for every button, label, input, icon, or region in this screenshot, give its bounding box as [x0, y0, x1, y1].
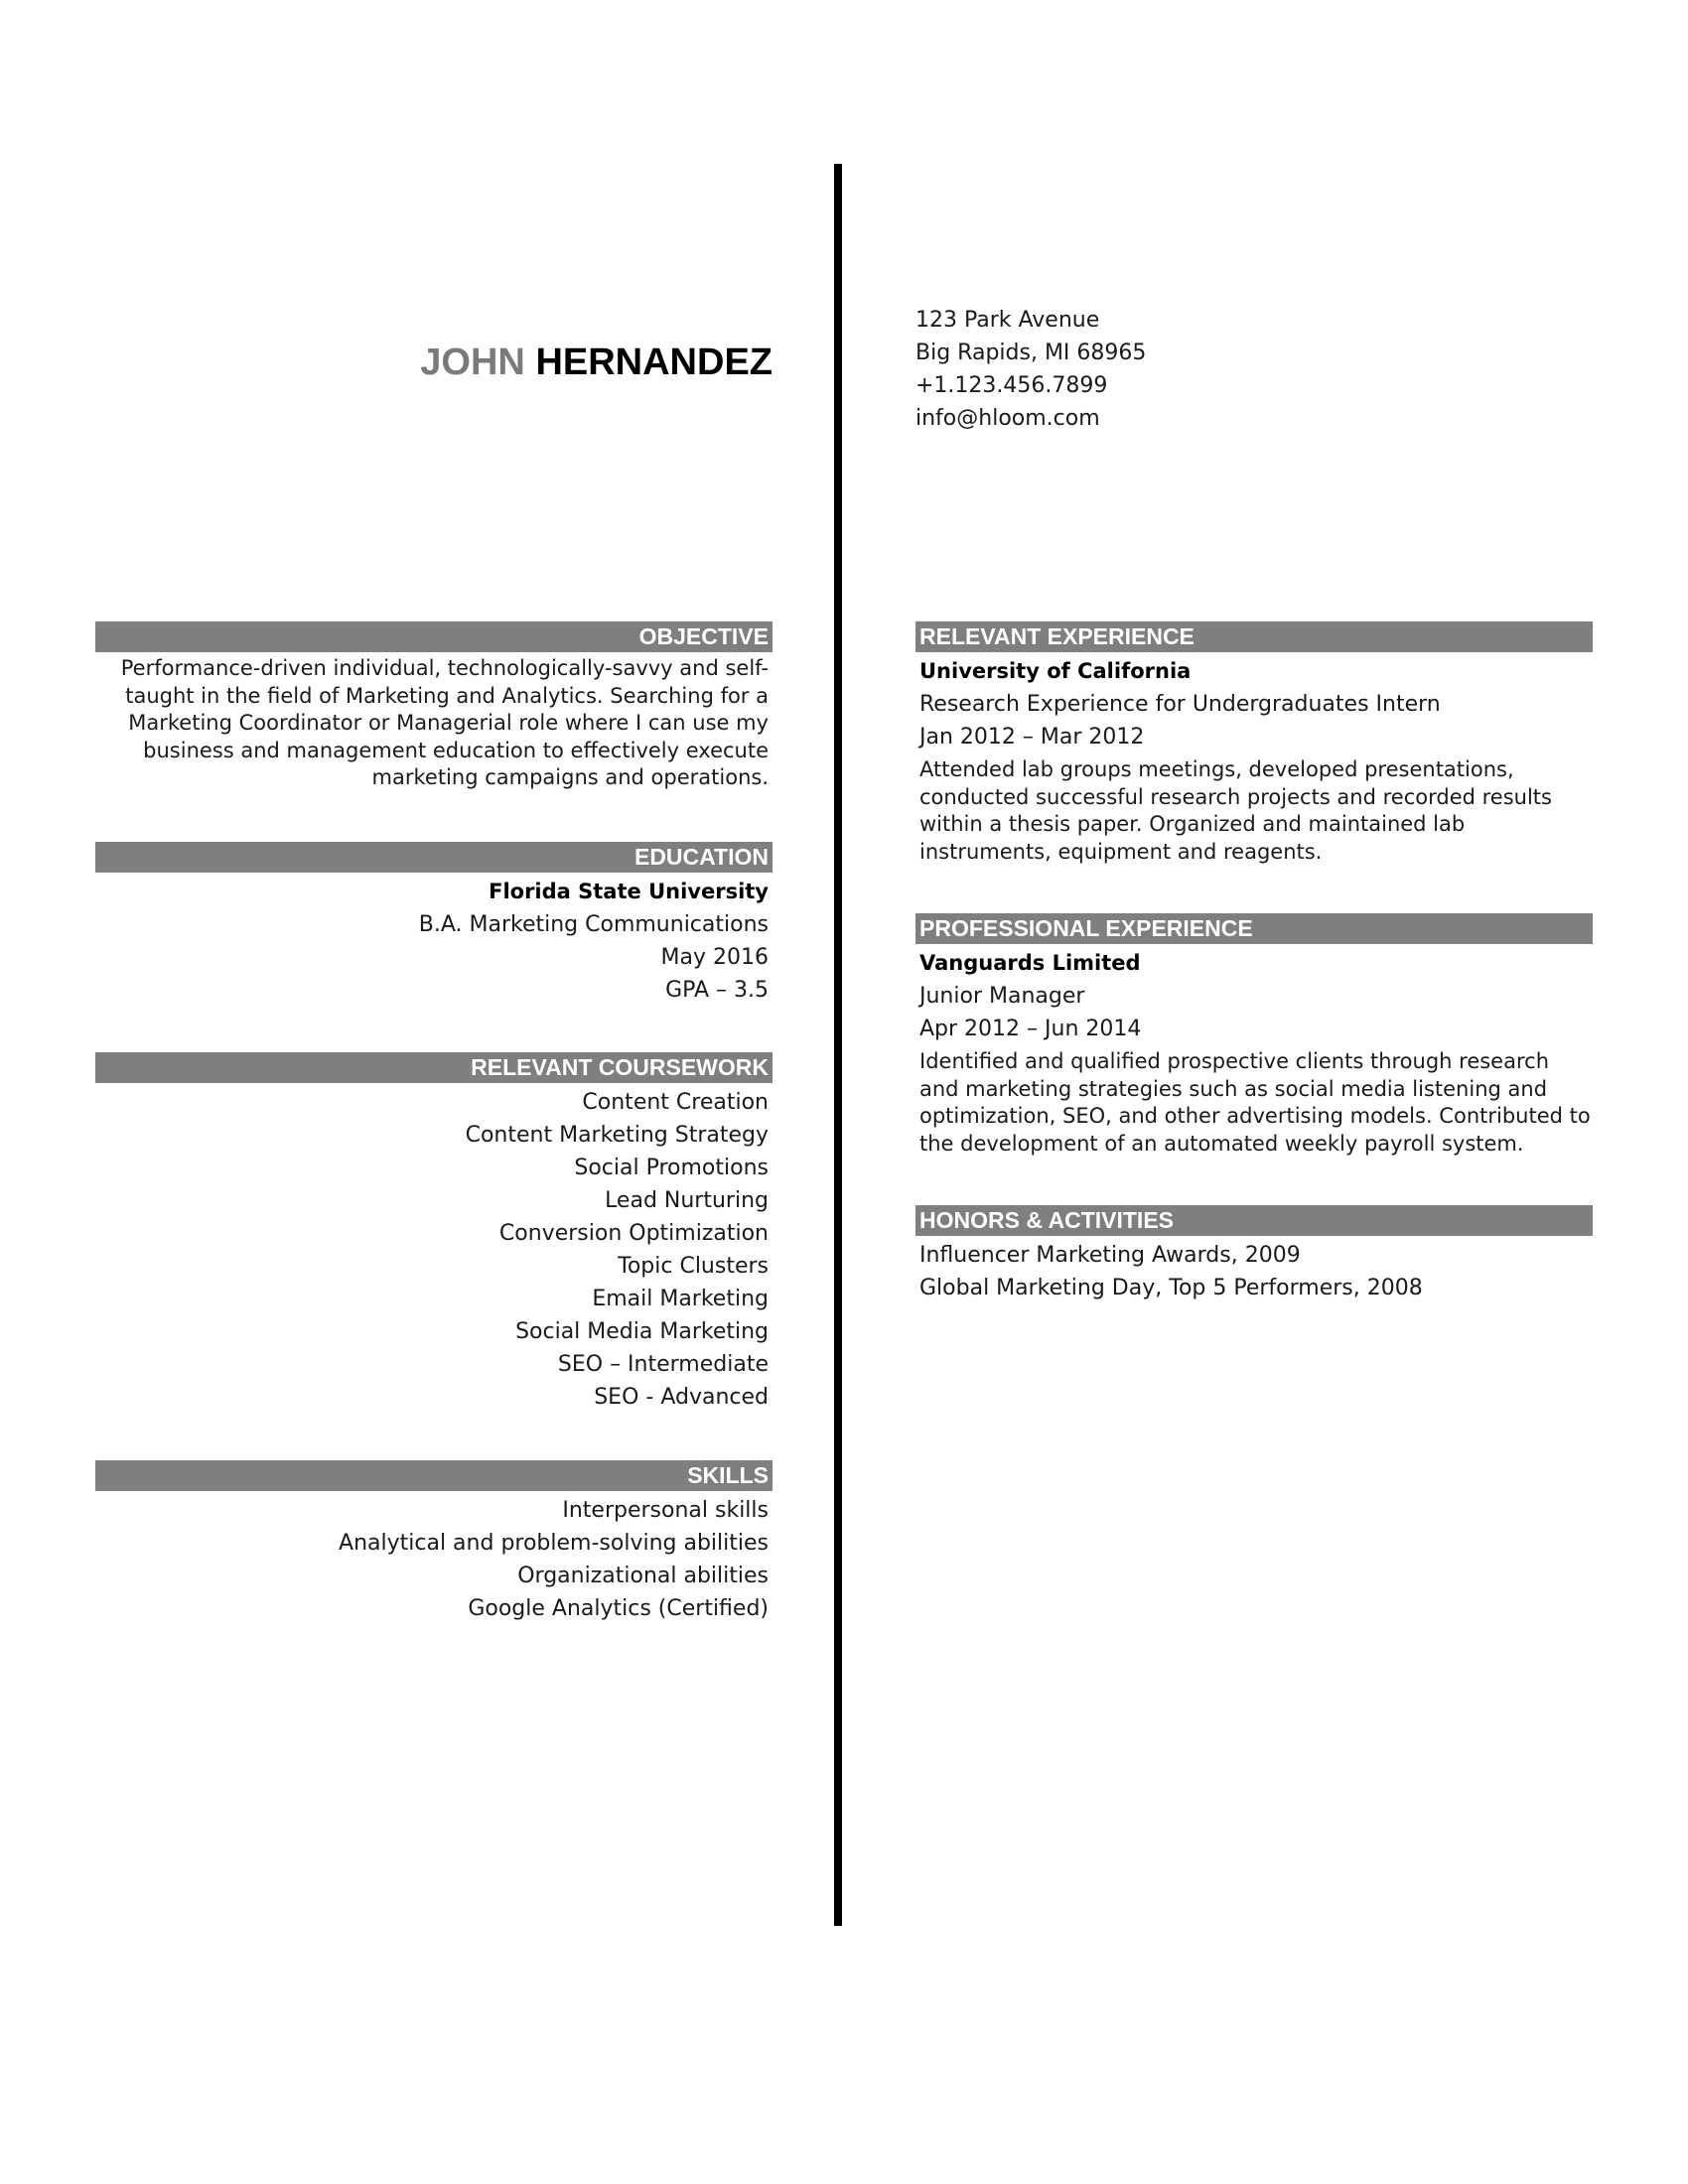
contact-block [915, 304, 1611, 435]
skills-section [95, 1460, 773, 1625]
honors-header: HONORS & ACTIVITIES [915, 1205, 1593, 1236]
skill-item: Analytical and problem-solving abilities [339, 1531, 769, 1556]
coursework-item: Social Media Marketing [515, 1319, 769, 1344]
coursework-item: SEO - Advanced [594, 1385, 769, 1410]
skill-item: Google Analytics (Certified) [468, 1596, 769, 1621]
coursework-item: Topic Clusters [618, 1254, 769, 1279]
professional-experience-section [915, 913, 1593, 1158]
relevant-experience-role: Research Experience for Undergraduates Intern [919, 692, 1441, 717]
professional-experience-description: Identified and qualified prospective clients through research and marketing strategies such as social media listening and optimization, SEO, and other advertising models. Contributed to the development of an automated weekly payroll system. [919, 1049, 1591, 1156]
education-date: May 2016 [660, 945, 769, 970]
vertical-divider [834, 164, 842, 1926]
objective-section [95, 621, 773, 792]
candidate-name [420, 341, 773, 384]
objective-header: OBJECTIVE [95, 621, 773, 652]
honors-section [915, 1205, 1593, 1304]
coursework-item: Conversion Optimization [498, 1221, 769, 1246]
skill-item: Organizational abilities [517, 1564, 769, 1588]
coursework-section [95, 1052, 773, 1414]
relevant-experience-dates: Jan 2012 – Mar 2012 [919, 725, 1145, 750]
contact-address: 123 Park Avenue [915, 308, 1100, 333]
contact-phone: +1.123.456.7899 [915, 373, 1108, 398]
skill-item: Interpersonal skills [562, 1498, 769, 1523]
professional-experience-dates: Apr 2012 – Jun 2014 [919, 1017, 1142, 1041]
education-degree: B.A. Marketing Communications [418, 912, 769, 937]
coursework-item: Social Promotions [574, 1156, 769, 1180]
relevant-experience-description: Attended lab groups meetings, developed presentations, conducted successful research projects and recorded results within a thesis paper. Organized and maintained lab instruments, equipment and reagents. [919, 757, 1552, 864]
education-school: Florida State University [489, 880, 769, 903]
education-section [95, 842, 773, 1007]
honor-item: Global Marketing Day, Top 5 Performers, 2008 [919, 1276, 1423, 1300]
coursework-item: Email Marketing [592, 1287, 769, 1311]
education-gpa: GPA – 3.5 [665, 978, 769, 1003]
coursework-item: Lead Nurturing [605, 1188, 769, 1213]
relevant-experience-section [915, 621, 1593, 866]
coursework-item: Content Creation [582, 1090, 769, 1115]
professional-experience-org: Vanguards Limited [919, 951, 1141, 975]
professional-experience-header: PROFESSIONAL EXPERIENCE [915, 913, 1593, 944]
coursework-header: RELEVANT COURSEWORK [95, 1052, 773, 1083]
contact-email: info@hloom.com [915, 406, 1100, 431]
objective-text: Performance-driven individual, technologically-savvy and self-taught in the field of Marketing and Analytics. Searching for a Marketing Coordinator or Managerial role where I can use my business and management education to effectively execute marketing campaigns and operations. [120, 656, 769, 789]
last-name: HERNANDEZ [535, 341, 773, 383]
professional-experience-role: Junior Manager [919, 984, 1085, 1009]
honor-item: Influencer Marketing Awards, 2009 [919, 1243, 1301, 1268]
education-header: EDUCATION [95, 842, 773, 873]
relevant-experience-org: University of California [919, 659, 1192, 683]
contact-city: Big Rapids, MI 68965 [915, 341, 1147, 365]
first-name: JOHN [420, 341, 525, 383]
coursework-item: SEO – Intermediate [557, 1352, 769, 1377]
coursework-item: Content Marketing Strategy [465, 1123, 769, 1148]
skills-header: SKILLS [95, 1460, 773, 1491]
relevant-experience-header: RELEVANT EXPERIENCE [915, 621, 1593, 652]
